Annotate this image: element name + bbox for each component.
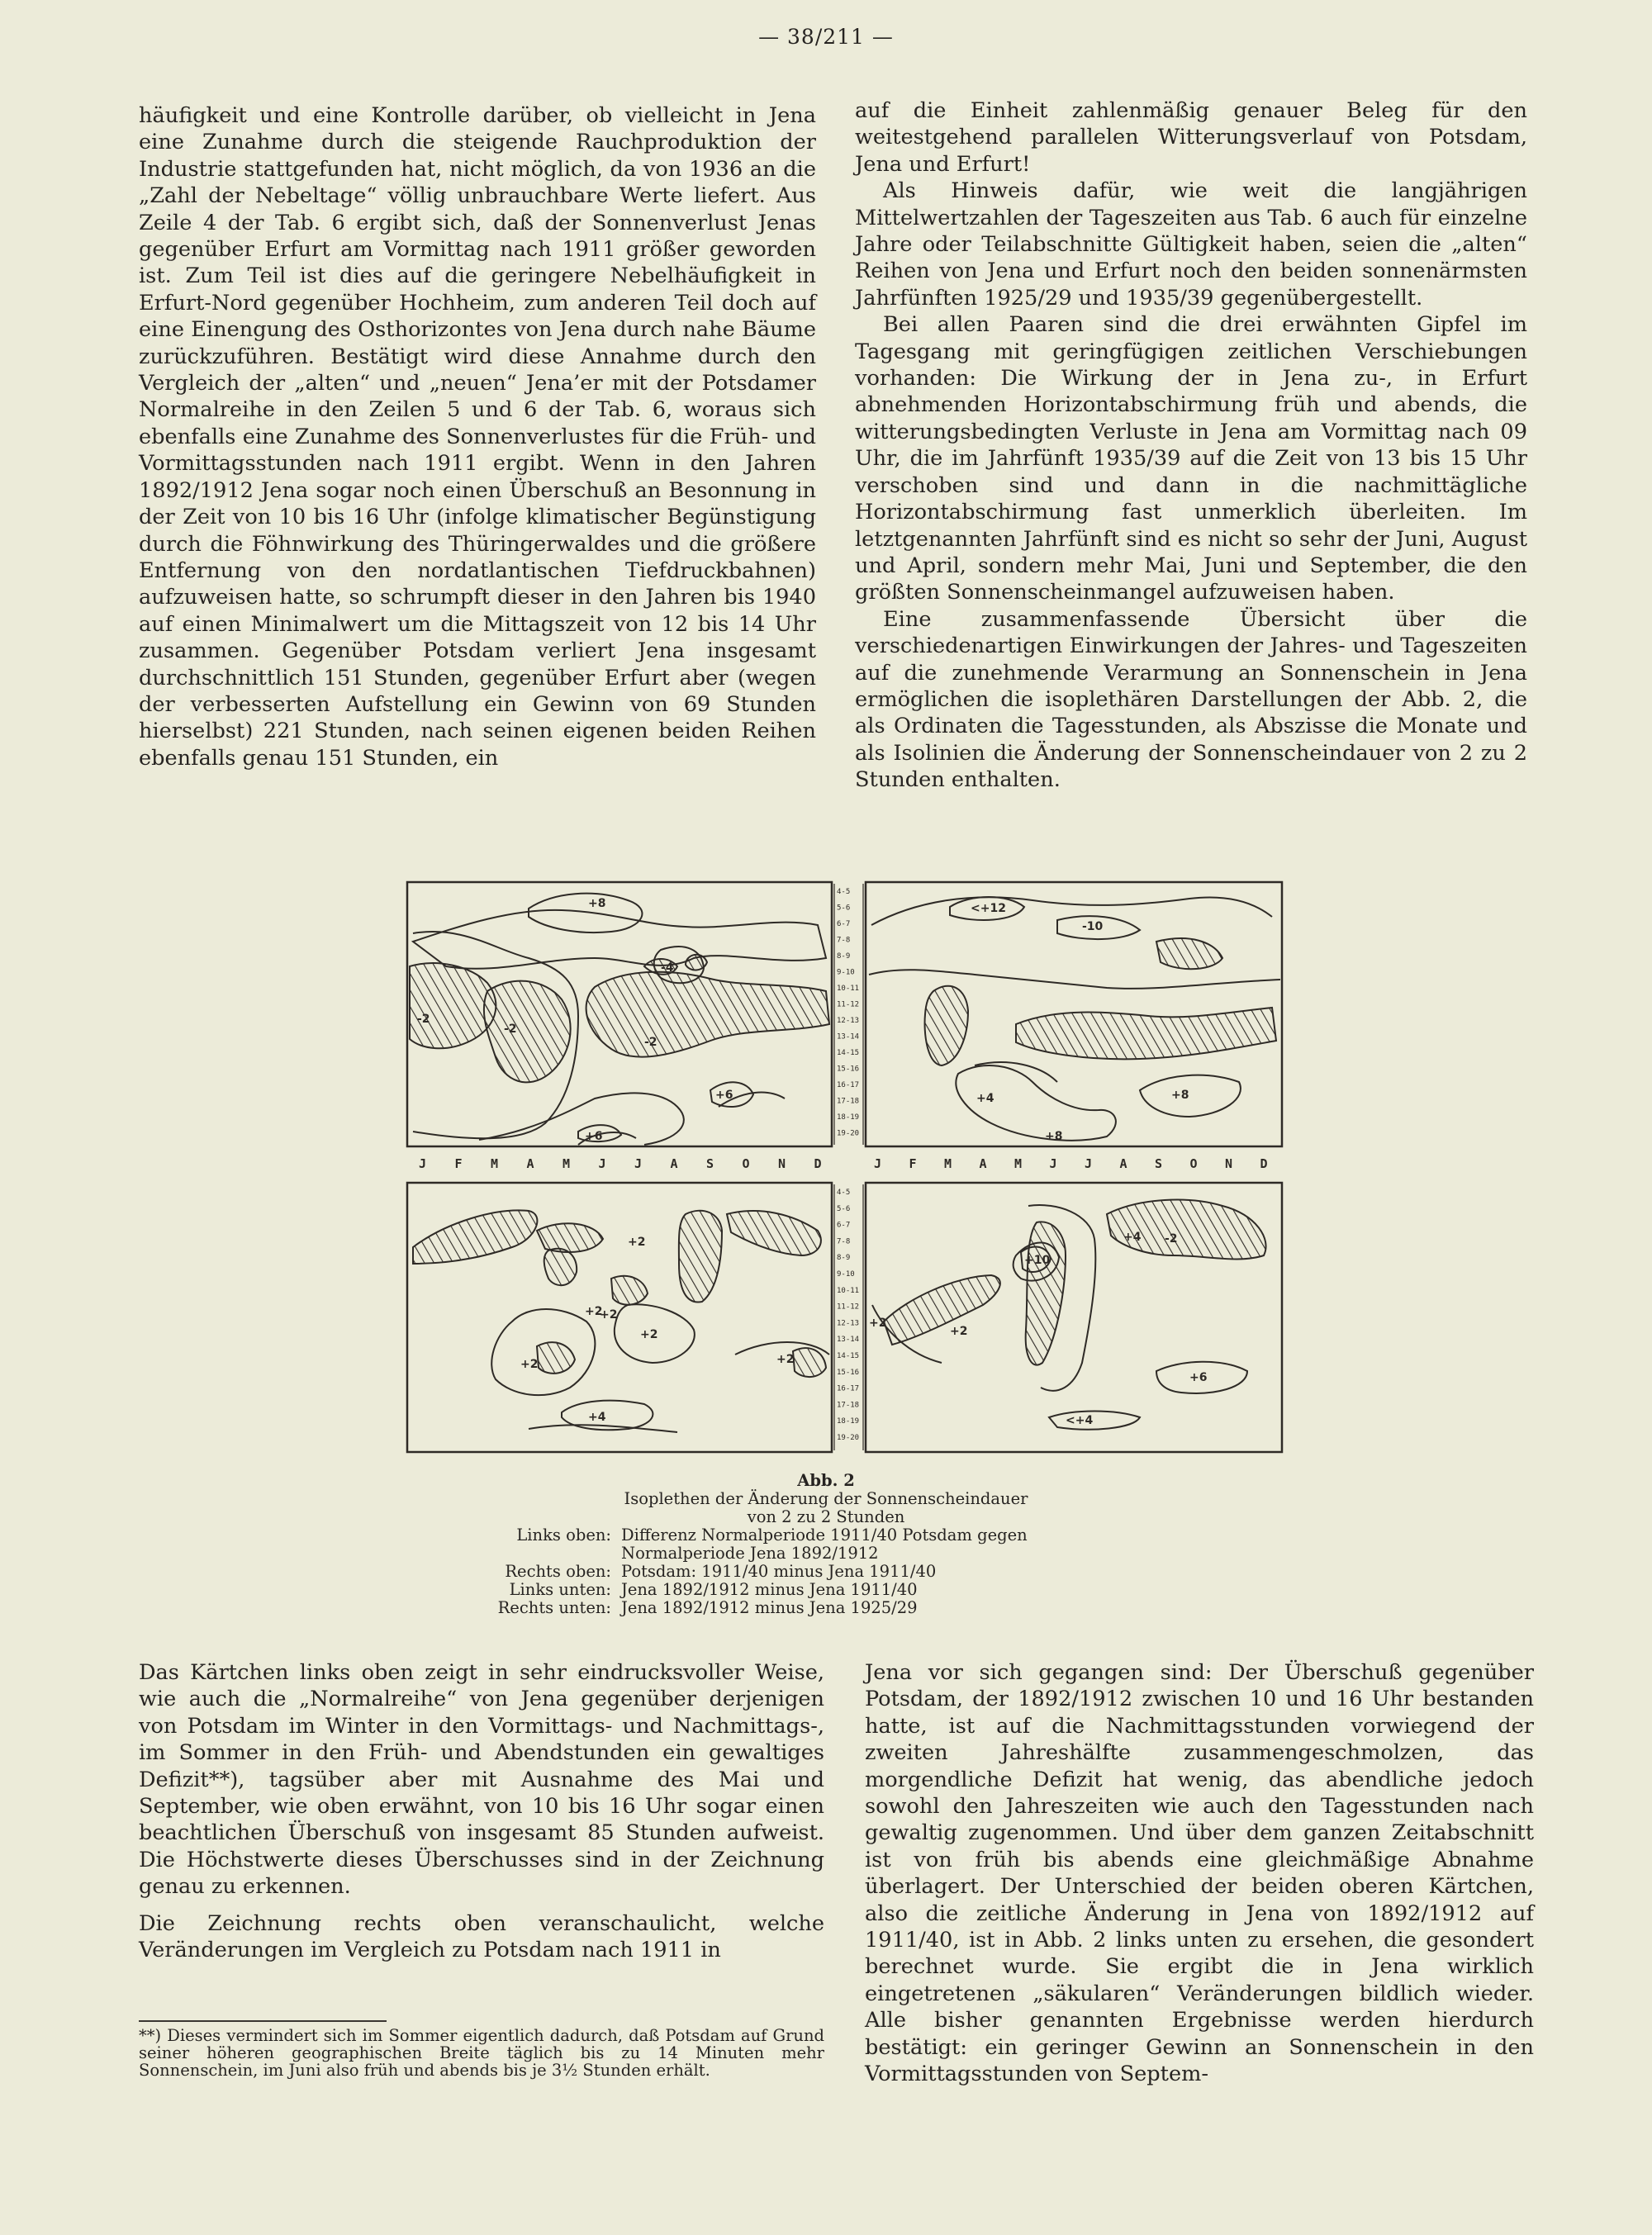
contour-value-label: +4 [976, 1092, 995, 1105]
contour-value-label: +6 [715, 1089, 733, 1102]
hour-tick-label: 12-13 [837, 1319, 860, 1328]
contour-value-label: <+4 [1066, 1414, 1094, 1427]
hour-tick-label: 6-7 [837, 1221, 851, 1230]
month-tick-label: N [1225, 1156, 1233, 1171]
hour-tick-label: 6-7 [837, 920, 851, 928]
month-tick-label: A [526, 1156, 534, 1171]
figure-title: Abb. 2 [797, 1471, 855, 1490]
contour-value-label: <+12 [971, 902, 1006, 915]
hour-tick-label: 7-8 [837, 1237, 851, 1246]
footnote-divider [139, 2020, 387, 2022]
month-tick-label: O [742, 1156, 750, 1171]
contour-value-label: -10 [1082, 920, 1104, 933]
figure-caption [463, 1472, 1189, 1617]
column-bottom-right [865, 1659, 1534, 2088]
hour-tick-label: 16-17 [837, 1081, 860, 1089]
month-tick-label: N [778, 1156, 786, 1171]
month-tick-label: F [909, 1156, 917, 1171]
hour-tick-label: 18-19 [837, 1113, 860, 1122]
hour-tick-label: 14-15 [837, 1049, 860, 1057]
contour-value-label: +6 [1189, 1371, 1208, 1384]
paragraph: Das Kärtchen links oben zeigt in sehr eindrucksvoller Weise, wie auch die „Normalreihe“ von Jena gegenüber derjenigen von Potsdam im Winter in den Vormittags- und Nachmittags-, im Sommer in den Früh- und Abendstunden ein gewaltiges Defizit**), tagsüber aber mit Ausnahme des Mai und September, wie oben erwähnt, von 10 bis 16 Uhr sogar einen beachtlichen Überschuß von insgesamt 85 Stunden aufweist. Die Höchstwerte dieses Überschusses sind in der Zeichnung genau zu erkennen. [139, 1660, 824, 1900]
hour-tick-label: 9-10 [837, 968, 855, 977]
contour-value-label: -2 [644, 1036, 657, 1049]
month-tick-label: S [706, 1156, 714, 1171]
caption-row-text: Jena 1892/1912 minus Jena 1925/29 [621, 1598, 918, 1617]
month-tick-label: O [1189, 1156, 1198, 1171]
hour-tick-label: 7-8 [837, 936, 851, 945]
caption-row [463, 1526, 1189, 1545]
contour-value-label: +10 [1024, 1254, 1051, 1267]
footnote-text: **) Dieses vermindert sich im Sommer eigentlich dadurch, daß Potsdam auf Grund seiner höheren geographischen Breite täglich bis zu 14 Minuten mehr Sonnenschein, im Juni also früh und abends bis je 3½ Stunden erhält. [139, 2026, 824, 2080]
hour-tick-label: 13-14 [837, 1336, 860, 1345]
footnote [139, 2020, 824, 2079]
caption-row-label: Links unten: [509, 1580, 611, 1599]
month-tick-label: A [670, 1156, 678, 1171]
caption-row [463, 1599, 1189, 1617]
hour-tick-label: 16-17 [837, 1384, 860, 1393]
month-tick-label: A [1119, 1156, 1127, 1171]
paragraph: Jena vor sich gegangen sind: Der Überschuß gegenüber Potsdam, der 1892/1912 zwischen 10 und 16 Uhr bestanden hatte, ist auf die Nachmittagsstunden vorwiegend der zweiten Jahreshälfte zusammengeschmolzen, das morgendliche Defizit hat wenig, das abendliche jedoch sowohl den Jahreszeiten wie auch den Tagesstunden nach gewaltig zugenommen. Und über dem ganzen Zeitabschnitt ist von früh bis abends eine gleichmäßige Abnahme überlagert. Der Unterschied der beiden oberen Kärtchen, also die zeitliche Änderung in Jena von 1892/1912 auf 1911/40, ist in Abb. 2 links unten zu ersehen, die gesondert berechnet wurde. Sie ergibt die in Jena wirklich eingetretenen „säkularen“ Veränderungen bildlich wieder. Alle bisher genannten Ergebnisse werden hierdurch bestätigt: ein geringer Gewinn an Sonnenschein in den Vormittagsstunden von Septem- [865, 1660, 1534, 2087]
contour-value-label: +6 [585, 1130, 603, 1143]
hour-tick-label: 8-9 [837, 1254, 851, 1263]
hour-tick-label: 4-5 [837, 1189, 851, 1197]
month-tick-label: J [1085, 1156, 1093, 1171]
hour-tick-label: 12-13 [837, 1017, 860, 1025]
contour-value-label: +2 [640, 1328, 658, 1341]
contour-value-label: +2 [776, 1353, 795, 1366]
contour-value-label: -2 [1165, 1232, 1178, 1246]
contour-value-label: -4 [661, 961, 674, 975]
hour-tick-label: 17-18 [837, 1097, 860, 1106]
figure-caption-line: von 2 zu 2 Stunden [747, 1507, 905, 1526]
contour-value-label: -2 [504, 1023, 517, 1036]
month-tick-label: M [563, 1156, 571, 1171]
caption-row-label [463, 1545, 621, 1563]
contour-value-label: +8 [588, 897, 606, 910]
hour-tick-label: 5-6 [837, 1204, 851, 1213]
caption-row [463, 1563, 1189, 1581]
caption-row-text: Differenz Normalperiode 1911/40 Potsdam gegen [621, 1526, 1028, 1545]
hour-tick-label: 13-14 [837, 1032, 860, 1042]
month-tick-label: J [874, 1156, 882, 1171]
month-tick-label: F [454, 1156, 463, 1171]
contour-value-label: +8 [1045, 1130, 1063, 1143]
month-tick-label: J [634, 1156, 643, 1171]
hour-tick-label: 18-19 [837, 1417, 860, 1426]
month-tick-label: M [491, 1156, 499, 1171]
caption-row [463, 1545, 1189, 1563]
month-tick-label: J [419, 1156, 427, 1171]
hour-tick-label: 17-18 [837, 1401, 860, 1410]
month-tick-label: M [944, 1156, 952, 1171]
hour-tick-label: 14-15 [837, 1352, 860, 1360]
caption-row-label: Links oben: [516, 1526, 611, 1545]
month-tick-label: J [1049, 1156, 1057, 1171]
month-tick-label: D [1260, 1156, 1268, 1171]
hour-tick-label: 10-11 [837, 1286, 860, 1295]
month-tick-label: D [814, 1156, 822, 1171]
caption-row-text: Jena 1892/1912 minus Jena 1911/40 [621, 1580, 918, 1599]
month-tick-label: M [1014, 1156, 1023, 1171]
hour-tick-label: 15-16 [837, 1065, 860, 1074]
caption-row-label: Rechts oben: [505, 1562, 611, 1581]
hour-tick-label: 8-9 [837, 952, 851, 961]
paragraph: Bei allen Paaren sind die drei erwähnten Gipfel im Tagesgang mit geringfügigen zeitlichen Verschiebungen vorhanden: Die Wirkung der in Jena zu-, in Erfurt abnehmenden Horizontabschirmung früh und abends, die witterungsbedingten Verluste in Jena am Vormittag nach 09 Uhr, die im Jahrfünft 1935/39 auf die Zeit von 13 bis 15 Uhr verschoben sind und dann in die nachmittägliche Horizontabschirmung fast unmerklich überleiten. Im letztgenannten Jahrfünft sind es nicht so sehr der Juni, August und April, sondern mehr Mai, Juni und September, die den größten Sonnenscheinmangel aufzuweisen haben. [855, 312, 1527, 605]
caption-row-text: Potsdam: 1911/40 minus Jena 1911/40 [621, 1562, 937, 1581]
contour-value-label: +2 [585, 1305, 603, 1318]
paragraph: auf die Einheit zahlenmäßig genauer Beleg für den weitestgehend parallelen Witterungsverlauf von Potsdam, Jena und Erfurt! [855, 98, 1527, 177]
paragraph: Eine zusammenfassende Übersicht über die verschiedenartigen Einwirkungen der Jahres- und Tageszeiten auf die zunehmende Verarmung an Sonnenschein in Jena ermöglichen die isoplethären Darstellungen der Abb. 2, die als Ordinaten die Tagesstunden, als Abszisse die Monate und als Isolinien die Änderung der Sonnenscheindauer von 2 zu 2 Stunden enthalten. [855, 606, 1527, 793]
paragraph: Die Zeichnung rechts oben veranschaulicht, welche Veränderungen im Vergleich zu Potsdam nach 1911 in [139, 1910, 824, 1963]
hour-tick-label: 9-10 [837, 1270, 855, 1279]
contour-value-label: -2 [417, 1013, 430, 1026]
month-tick-label: J [598, 1156, 606, 1171]
contour-value-label: +2 [628, 1236, 646, 1249]
caption-row-label: Rechts unten: [497, 1598, 611, 1617]
month-tick-label: A [979, 1156, 987, 1171]
contour-value-label: +2 [869, 1317, 887, 1330]
hour-tick-label: 10-11 [837, 985, 860, 993]
hour-tick-label: 19-20 [837, 1434, 860, 1442]
paragraph: Als Hinweis dafür, wie weit die langjährigen Mittelwertzahlen der Tageszeiten aus Tab. 6 auch für einzelne Jahre oder Teilabschnitte Gültigkeit haben, seien die „alten“ Reihen von Jena und Erfurt noch den beiden sonnenärmsten Jahrfünften 1925/29 und 1935/39 gegenübergestellt. [855, 178, 1527, 311]
hour-tick-label: 5-6 [837, 904, 851, 913]
contour-value-label: +2 [600, 1308, 618, 1322]
column-bottom-left [139, 1659, 824, 1963]
hour-tick-label: 11-12 [837, 1303, 860, 1312]
caption-row-text: Normalperiode Jena 1892/1912 [621, 1544, 879, 1563]
hour-tick-label: 19-20 [837, 1129, 860, 1138]
hour-tick-label: 11-12 [837, 1000, 860, 1009]
contour-value-label: +2 [520, 1358, 539, 1371]
figure-caption-line: Isoplethen der Änderung der Sonnenscheindauer [624, 1489, 1028, 1508]
contour-value-label: +4 [588, 1411, 606, 1424]
hour-tick-label: 15-16 [837, 1368, 860, 1377]
contour-value-label: +2 [950, 1325, 968, 1338]
contour-value-label: +4 [1123, 1231, 1142, 1244]
hour-tick-label: 4-5 [837, 888, 851, 896]
paragraph: häufigkeit und eine Kontrolle darüber, ob vielleicht in Jena eine Zunahme durch die steigende Rauchproduktion der Industrie stattgefunden hat, nicht möglich, da von 1936 an die „Zahl der Nebeltage“ völlig unbrauchbare Werte liefert. Aus Zeile 4 der Tab. 6 ergibt sich, daß der Sonnenverlust Jenas gegenüber Erfurt am Vormittag nach 1911 größer geworden ist. Zum Teil ist dies auf die geringere Nebelhäufigkeit in Erfurt-Nord gegenüber Hochheim, zum anderen Teil doch auf eine Einengung des Osthorizontes von Jena durch nahe Bäume zurückzuführen. Bestätigt wird diese Annahme durch den Vergleich der „alten“ und „neuen“ Jena’er mit der Potsdamer Normalreihe in den Zeilen 5 und 6 der Tab. 6, woraus sich ebenfalls eine Zunahme des Sonnenverlustes für die Früh- und Vormittagsstunden nach 1911 ergibt. Wenn in den Jahren 1892/1912 Jena sogar noch einen Überschuß an Besonnung in der Zeit von 10 bis 16 Uhr (infolge klimatischer Begünstigung durch die Föhnwirkung des Thüringerwaldes und die größere Entfernung von den nordatlantischen Tiefdruckbahnen) aufzuweisen hatte, so schrumpft dieser in den Jahren bis 1940 auf einen Minimalwert um die Mittagszeit von 12 bis 14 Uhr zusammen. Gegenüber Potsdam verliert Jena insgesamt durchschnittlich 151 Stunden, gegenüber Erfurt aber (wegen der verbesserten Aufstellung ein Gewinn von 69 Stunden hierselbst) 221 Stunden, nach seinen eigenen beiden Reihen ebenfalls genau 151 Stunden, ein [139, 103, 816, 771]
caption-row [463, 1581, 1189, 1599]
page-number: — 38/211 — [758, 25, 894, 49]
month-tick-label: S [1155, 1156, 1163, 1171]
contour-value-label: +8 [1171, 1089, 1189, 1102]
